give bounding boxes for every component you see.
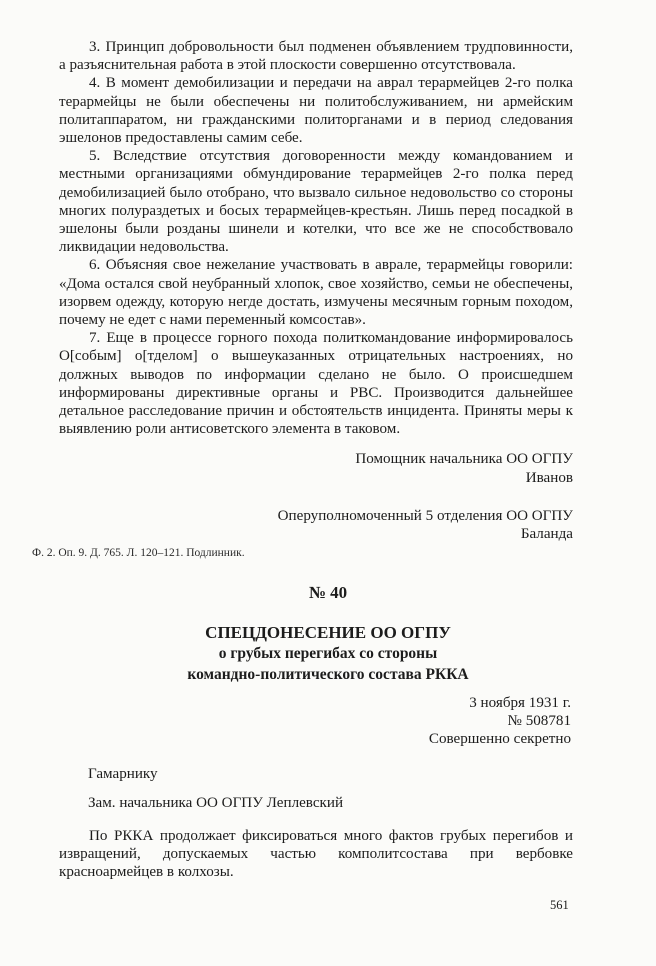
- registration-number: № 508781: [507, 713, 571, 730]
- report-intro: [59, 827, 573, 882]
- signature-2-position: Оперуполномоченный 5 отделения ОО ОГПУ: [277, 507, 573, 524]
- paragraph-item-3: 3. Принцип добровольности был подменен объявлением трудповинности, а разъяснительная работа в этой плоскости совершенно отсутствовала.: [59, 39, 573, 74]
- title-line-2: о грубых перегибах со стороны: [218, 645, 438, 662]
- signature-1-position: Помощник начальника ОО ОГПУ: [355, 451, 573, 468]
- document-meta: [429, 694, 571, 749]
- report-body: [59, 38, 573, 543]
- signature-2-name: Баланда: [520, 526, 573, 543]
- intro-paragraph: По РККА продолжает фиксироваться много фактов грубых перегибов и извращений, допускаемых частью комполитсостава при вербовке красноармейцев в колхозы.: [59, 828, 573, 881]
- page-number: 561: [550, 898, 569, 912]
- paragraph-item-4: 4. В момент демобилизации и передачи на аврал терармейцев 2-го полка терармейцы не были обеспечены ни политобслуживанием, ни армейским политаппаратом, ни гражданскими политорганами и в период следования эшелонов предоставлены самим себе.: [59, 75, 573, 147]
- addressee: Гамарнику: [88, 766, 158, 782]
- document-date: 3 ноября 1931 г.: [469, 695, 571, 711]
- secrecy-stamp: Совершенно секретно: [428, 731, 571, 748]
- document-title: [0, 622, 656, 685]
- document-number: № 40: [308, 583, 348, 602]
- paragraph-item-6: 6. Объясняя свое нежелание участвовать в аврале, терармейцы говорили: «Дома остался свой неубранный хлопок, свое хозяйство, семьи не обеспечены, изорвем одежду, которую негде достать, измучены месячным горным походом, почему не едет с нами переменный комсостав».: [59, 257, 573, 329]
- paragraph-item-5: 5. Вследствие отсутствия договоренности между командованием и местными организациями обмундирование терармейцев 2-го полка перед демобилизацией было отобрано, что вызвало сильное недовольство со стороны многих полураздетых и босых терармейцев-крестьян. Лишь перед посадкой в эшелоны были розданы шинели и котелки, что все же не способствовало ликвидации недовольства.: [59, 148, 573, 256]
- archival-source: Ф. 2. Оп. 9. Д. 765. Л. 120–121. Подлинник.: [32, 547, 245, 559]
- signature-block-1: [59, 450, 573, 486]
- title-line-3: командно-политического состава РККА: [187, 666, 469, 683]
- paragraph-item-7: 7. Еще в процессе горного похода политкомандование информировалось О[собым] о[тделом] о вышеуказанных отрицательных настроениях, но должных выводов по информации сделано не было. О происшедшем информированы директивные органы и РВС. Производится дальнейшее детальное расследование причин и обстоятельств инцидента. Приняты меры к выявлению роли антисоветского элемента в таковом.: [59, 330, 573, 438]
- sender: Зам. начальника ОО ОГПУ Леплевский: [88, 795, 344, 811]
- title-line-1: СПЕЦДОНЕСЕНИЕ ОО ОГПУ: [205, 623, 451, 642]
- signature-block-2: [59, 507, 573, 543]
- signature-1-name: Иванов: [525, 469, 573, 486]
